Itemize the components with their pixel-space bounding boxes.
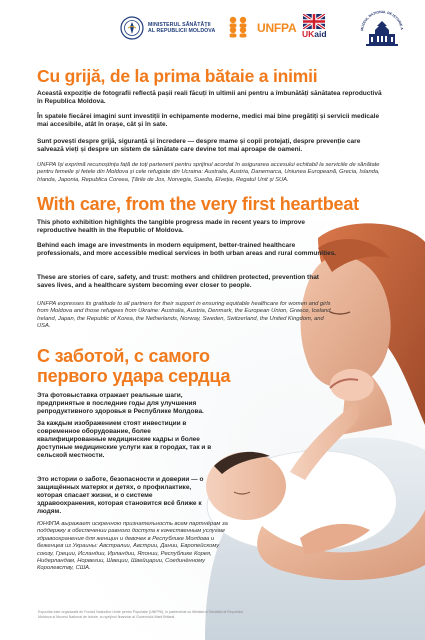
en-acknowledgement: UNFPA expresses its gratitude to all partners for their support in ensuring equitable healthcare for women and girls from Moldova and those refugees from Ukraine: Australia, Austria, Denmark, the European Union, Greece, Iceland, Ireland, Japan, the Republic of Korea, the Netherlands, Norway, Sweden, Switzerland, the United Kingdom, and USA. <box>37 301 333 330</box>
title-english: With care, from the very first heartbeat <box>37 194 359 214</box>
footnote: Expoziția este organizată de Fondul Națiunilor Unite pentru Populație (UNFPA), în parteneriat cu Ministerul Sănătății al Republicii Moldova și Muzeul Național de Istorie, cu sprijinul financiar al Guvernului Marii Britanii. <box>38 610 243 619</box>
ministry-name-line1: MINISTERUL SĂNĂTĂȚII <box>148 22 211 28</box>
title-russian: С заботой, с самого первого удара сердца <box>37 346 231 386</box>
ukaid-uk: UK <box>302 29 315 39</box>
ru-paragraph-2: За каждым изображением стоят инвестиции в современное оборудование, более квалифицированные медицинские кадры и более доступные медицинские услуги как в городах, так и в сельской местности. <box>37 420 212 459</box>
ro-paragraph-1: Această expoziție de fotografii reflectă pașii reali făcuți în ultimii ani pentru a îmbunătăți sănătatea reproductivă în Republica Moldova. <box>37 90 382 105</box>
ministry-name-line2: AL REPUBLICII MOLDOVA <box>148 28 216 34</box>
ro-paragraph-3: Sunt povești despre grijă, siguranță și încredere — despre mame și copii protejați, despre prevenție care salvează vieți și despre un sistem de sănătate care devine tot mai aproape de oameni. <box>37 138 361 153</box>
ro-paragraph-2: În spatele fiecărei imagini sunt investiții în echipamente moderne, medici mai bine pregătiți și servicii medicale mai accesibile, atât în orașe, cât și în sate. <box>37 113 380 128</box>
ru-acknowledgement: ЮНФПА выражает искренною признательность всем партнёрам за поддержку в обеспечении равного доступа к качественным услугам здравоохранения для женщин и девочек в Республике Молдова и беженцев из Украины: Австралии, Австрии, Дании, Европейскому союзу, Греции, Исландии, Ирландии, Японии, Республике Корея, Нидерландам, Норвегии, Швеции, Швейцарии, Соединённому Королевству, США. <box>37 521 228 572</box>
ro-acknowledgement: UNFPA își exprimă recunoștința față de toți partenerii pentru sprijinul acordat în asigurarea accesului echitabil la serviciile de sănătate pentru femeile și fetele din Moldova și cele refugiate din Ucraina: Australia, Austria, Danemarca, Uniunea Europeană, Grecia, Islanda, Irlanda, Japonia, Republica Coreea, Țările de Jos, Norvegia, Suedia, Elveția, Regatul Unit și SUA. <box>37 162 380 183</box>
en-paragraph-1: This photo exhibition highlights the tangible progress made in recent years to improve reproductive health in the Republic of Moldova. <box>37 219 305 234</box>
en-paragraph-2: Behind each image are investments in modern equipment, better-trained healthcare professionals, and more accessible medical services in both urban areas and rural communities. <box>37 242 337 257</box>
ukaid-aid: aid <box>314 29 327 39</box>
title-romanian: Cu grijă, de la prima bătaie a inimii <box>37 66 318 86</box>
ru-paragraph-1: Эта фотовыставка отражает реальные шаги, предпринятые в последние годы для улучшения репродуктивного здоровья в Республике Молдова. <box>37 392 204 415</box>
unfpa-wordmark: UNFPA <box>257 21 297 35</box>
ru-paragraph-3: Это истории о заботе, безопасности и доверии — о защищённых матерях и детях, о профилактике, которая спасает жизни, и о системе здравоохранения, которая становится всё ближе к людям. <box>37 476 204 515</box>
en-paragraph-3: These are stories of care, safety, and trust: mothers and children protected, prevention that saves lives, and a healthcare system becoming ever closer to people. <box>37 274 319 289</box>
museum-arc-text: MUZEUL NAȚIONAL DE ISTORIE A <box>360 10 404 32</box>
